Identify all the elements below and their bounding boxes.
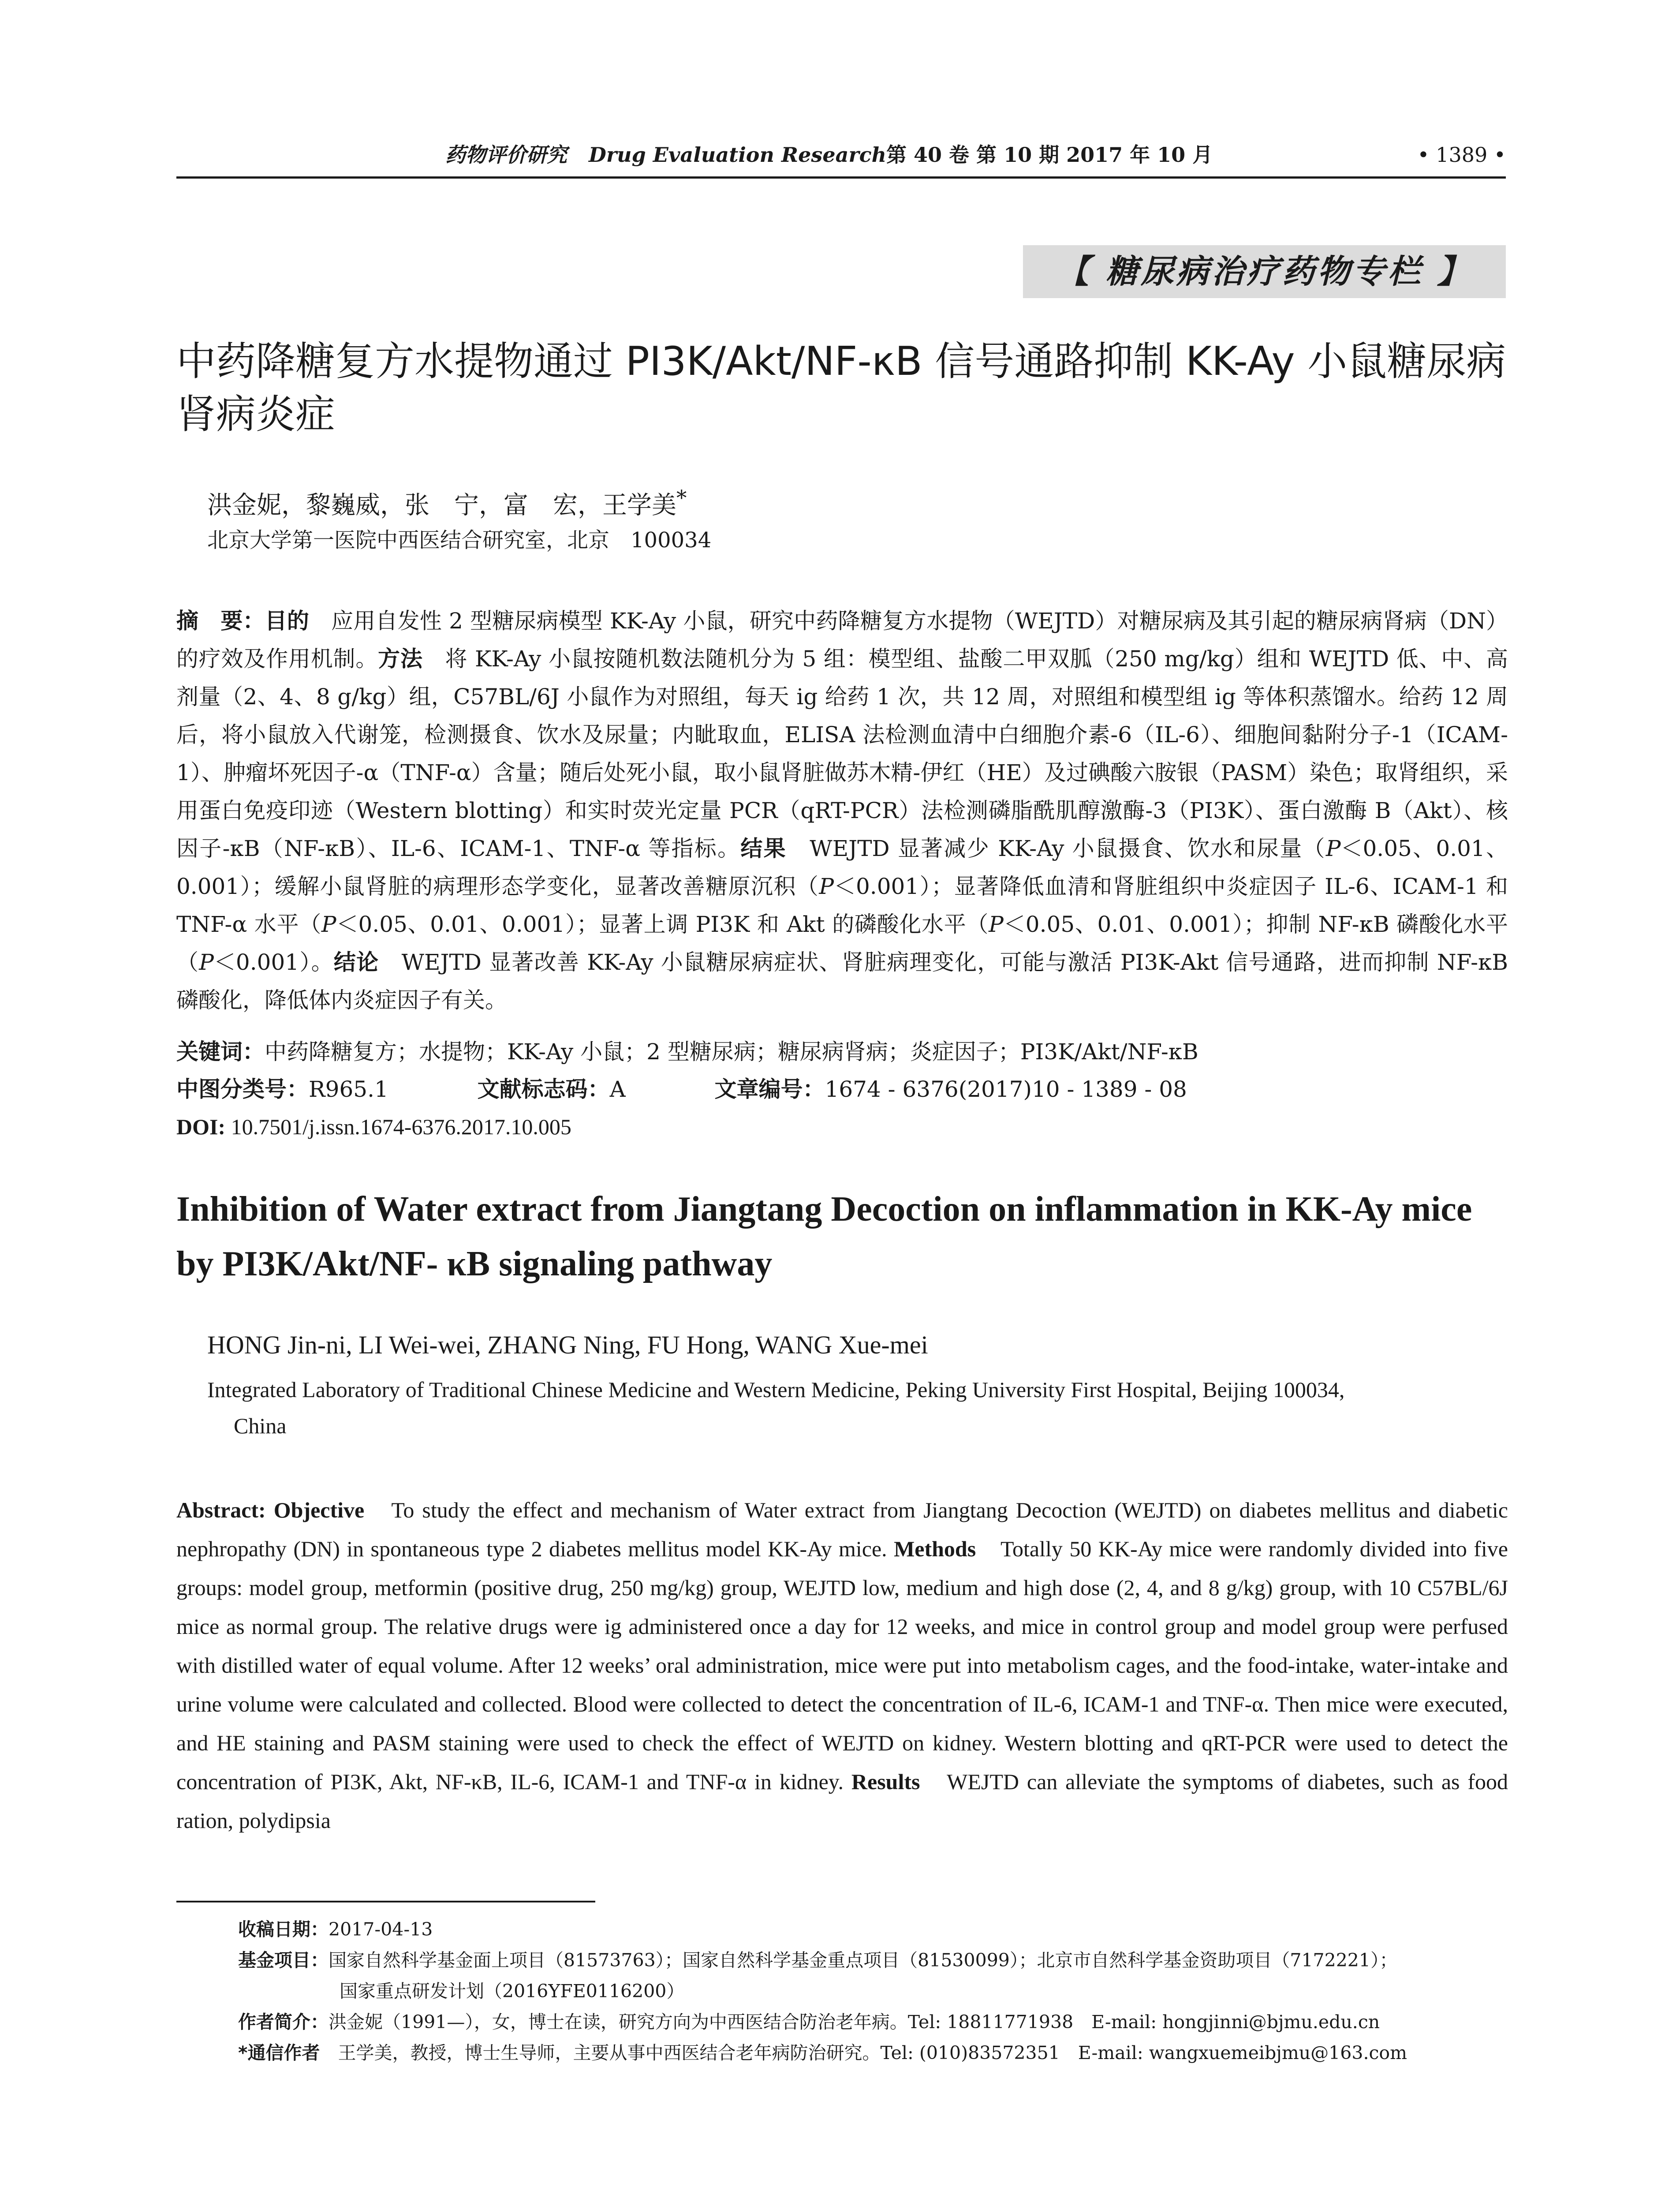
classification-line <box>176 1072 1187 1107</box>
conclusion-text-cn: WEJTD 显著改善 KK-Ay 小鼠糖尿病症状、肾脏病理变化，可能与激活 PI3K-Akt 信号通路，进而抑制 NF-κB 磷酸化，降低体内炎症因子有关。 <box>176 949 1508 1013</box>
footnote-received <box>238 1914 1508 1945</box>
affiliation-en <box>207 1372 1508 1444</box>
affiliation-cn: 北京大学第一医院中西医结合研究室，北京 100034 <box>207 528 712 553</box>
footnote-rule <box>176 1901 595 1902</box>
header-rule <box>176 176 1506 179</box>
fund-label: 基金项目： <box>238 1950 329 1971</box>
authors-cn <box>207 481 687 523</box>
received-value: 2017-04-13 <box>329 1919 433 1940</box>
results-text-cn-1: WEJTD 显著减少 KK-Ay 小鼠摄食、饮水和尿量（ <box>786 836 1326 861</box>
results-text-cn-3: ＜0.001）；显著降低血清和肾脏组织中炎症因子 IL-6、ICAM-1 和 TNF-α 水平（ <box>176 874 1508 937</box>
objective-text-cn: 应用自发性 2 型糖尿病模型 KK-Ay 小鼠，研究中药降糖复方水提物（WEJTD）对糖尿病及其引起的糖尿病肾病（DN）的疗效及作用机制。 <box>176 608 1508 672</box>
authors-cn-names: 洪金妮，黎巍威，张 宁，富 宏，王学美 <box>207 491 676 520</box>
journal-name-en: Drug Evaluation Research <box>589 143 887 167</box>
abstract-en <box>176 1491 1508 1865</box>
affiliation-en-country: China <box>234 1413 287 1438</box>
results-text-cn-2: ＜0.05、0.01、0.001）；缓解小鼠肾脏的病理形态学变化，显著改善糖原沉积（ <box>176 836 1508 899</box>
article-title-en: Inhibition of Water extract from Jiangtang Decoction on inflammation in KK-Ay mice by PI3K/Akt/NF- κB signaling pathway <box>176 1190 1472 1283</box>
received-label: 收稿日期： <box>238 1919 329 1940</box>
results-text-cn-4: ＜0.05、0.01、0.001）；显著上调 PI3K 和 Akt 的磷酸化水平（ <box>336 912 989 937</box>
keywords-value: 中药降糖复方；水提物；KK-Ay 小鼠；2 型糖尿病；糖尿病肾病；炎症因子；PI3K/Akt/NF-κB <box>265 1039 1198 1065</box>
journal-name-cn: 药物评价研究 <box>445 143 567 167</box>
doc-code-label: 文献标志码： <box>477 1076 610 1102</box>
abstract-cn-label: 摘 要： <box>176 608 265 634</box>
column-banner: 【 糖尿病治疗药物专栏 】 <box>1023 245 1506 298</box>
objective-label-cn: 目的 <box>265 608 310 634</box>
authors-en: HONG Jin-ni, LI Wei-wei, ZHANG Ning, FU Hong, WANG Xue-mei <box>207 1330 928 1359</box>
corresponding-label: *通信作者 <box>238 2042 320 2063</box>
page-number: • 1389 • <box>1417 143 1506 167</box>
clc-value: R965.1 <box>309 1076 388 1102</box>
results-text-en: WEJTD can alleviate the symptoms of diabetes, such as food ration, polydipsia <box>176 1769 1508 1833</box>
doc-code-value: A <box>609 1076 626 1102</box>
corresponding-value: 王学美，教授，博士生导师，主要从事中西医结合老年病防治研究。Tel: (010)83572351 E-mail: wangxuemeibjmu@163.com <box>320 2042 1407 2063</box>
footnote-fund-cont: 国家重点研发计划（2016YFE0116200） <box>340 1981 685 2002</box>
footnote-author <box>238 2007 1508 2037</box>
doi-value[interactable]: 10.7501/j.issn.1674-6376.2017.10.005 <box>225 1114 571 1139</box>
abstract-en-label: Abstract: Objective <box>176 1498 365 1522</box>
author-value: 洪金妮（1991—），女，博士在读，研究方向为中西医结合防治老年病。Tel: 18811771938 E-mail: hongjinni@bjmu.edu.cn <box>329 2011 1380 2033</box>
keywords-label: 关键词： <box>176 1039 265 1065</box>
issue-info: 第 40 卷 第 10 期 2017 年 10 月 <box>886 143 1213 167</box>
footnote-fund <box>238 1945 1508 1976</box>
p-value-symbol: P <box>321 912 336 937</box>
results-label-en: Results <box>851 1769 920 1794</box>
keywords-line <box>176 1034 1198 1069</box>
objective-text-en: To study the effect and mechanism of Water extract from Jiangtang Decoction (WEJTD) on diabetes mellitus and diabetic nephropathy (DN) in spontaneous type 2 diabetes mellitus model KK-Ay mice. <box>176 1498 1508 1561</box>
results-label-cn: 结果 <box>740 836 787 861</box>
methods-label-cn: 方法 <box>378 646 423 672</box>
affiliation-en-text: Integrated Laboratory of Traditional Chinese Medicine and Western Medicine, Peking University First Hospital, Beijing 100034, <box>207 1377 1345 1402</box>
methods-label-en: Methods <box>894 1536 976 1561</box>
running-header <box>176 140 1506 169</box>
methods-text-cn: 将 KK-Ay 小鼠按随机数法随机分为 5 组：模型组、盐酸二甲双胍（250 mg/kg）组和 WEJTD 低、中、高剂量（2、4、8 g/kg）组，C57BL/6J 小鼠作为对照组，每天 ig 给药 1 次，共 12 周，对照组和模型组 ig 等体积蒸馏水。给药 12 周后，将小鼠放入代谢笼，检测摄食、饮水及尿量；内眦取血，ELISA 法检测血清中白细胞介素-6（IL-6）、细胞间黏附分子-1（ICAM-1）、肿瘤坏死因子-α（TNF-α）含量；随后处死小鼠，取小鼠肾脏做苏木精-伊红（HE）及过碘酸六胺银（PASM）染色；取肾组织，采用蛋白免疫印迹（Western blotting）和实时荧光定量 PCR（qRT-PCR）法检测磷脂酰肌醇激酶-3（PI3K）、蛋白激酶 B（Akt）、核因子-κB（NF-κB）、IL-6、ICAM-1、TNF-α 等指标。 <box>176 646 1508 861</box>
author-label: 作者简介： <box>238 2011 329 2033</box>
results-text-cn-5: ＜0.05、0.01、0.001）；抑制 NF-κB 磷酸化水平（ <box>176 912 1508 975</box>
results-text-cn-6: ＜0.001）。 <box>213 949 334 975</box>
article-number-label: 文章编号： <box>714 1076 825 1102</box>
p-value-symbol: P <box>819 874 834 899</box>
article-number-value: 1674 - 6376(2017)10 - 1389 - 08 <box>825 1076 1187 1102</box>
methods-text-en: Totally 50 KK-Ay mice were randomly divided into five groups: model group, metformin (positive drug, 250 mg/kg) group, WEJTD low, medium and high dose (2, 4, and 8 g/kg) group, with 10 C57BL/6J mice as normal group. The relative drugs were ig administered once a day for 12 weeks, and mice in control group and model group were perfused with distilled water of equal volume. After 12 weeks’ oral administration, mice were put into metabolism cages, and the food-intake, water-intake and urine volume were calculated and collected. Blood were collected to detect the concentration of IL-6, ICAM-1 and TNF-α. Then mice were executed, and HE staining and PASM staining were used to check the effect of WEJTD on kidney. Western blotting and qRT-PCR were used to detect the concentration of PI3K, Akt, NF-κB, IL-6, ICAM-1 and TNF-α in kidney. <box>176 1536 1508 1794</box>
corresponding-mark: * <box>676 486 687 510</box>
article-title-cn: 中药降糖复方水提物通过 PI3K/Akt/NF-κB 信号通路抑制 KK-Ay 小鼠糖尿病肾病炎症 <box>176 338 1506 437</box>
p-value-symbol: P <box>989 912 1004 937</box>
p-value-symbol: P <box>1325 836 1341 861</box>
p-value-symbol: P <box>199 949 214 975</box>
clc-label: 中图分类号： <box>176 1076 309 1102</box>
doi-label: DOI: <box>176 1114 226 1139</box>
footnotes <box>238 1914 1508 2068</box>
fund-value: 国家自然科学基金面上项目（81573763）；国家自然科学基金重点项目（81530099）；北京市自然科学基金资助项目（7172221）； <box>329 1950 1398 1971</box>
footnote-corresponding <box>238 2037 1508 2068</box>
conclusion-label-cn: 结论 <box>333 949 379 975</box>
doi-line <box>176 1109 571 1144</box>
